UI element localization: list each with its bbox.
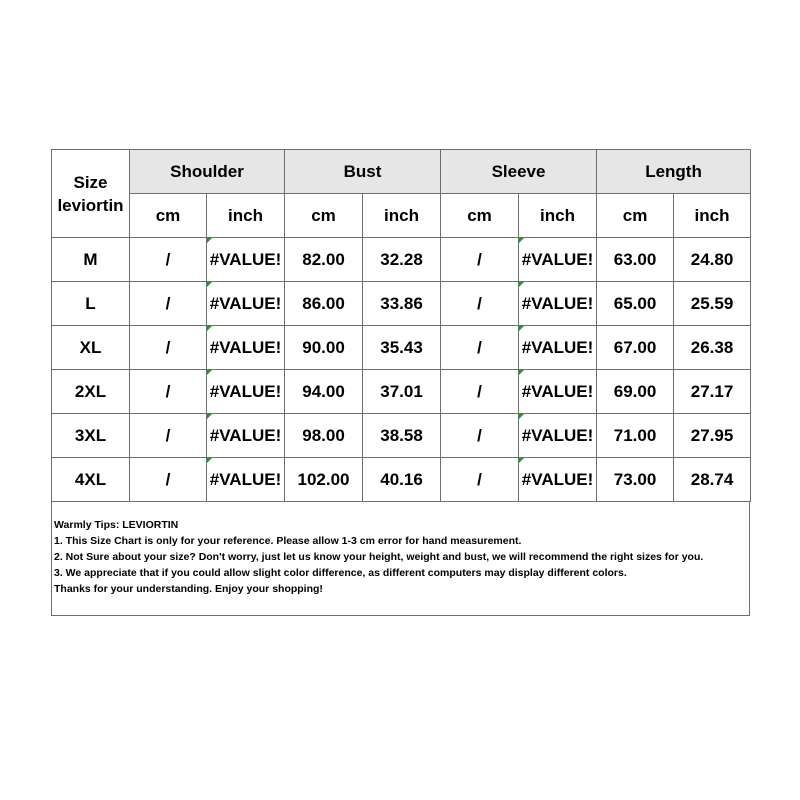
shoulder-cm-cell: /	[130, 326, 207, 370]
length-cm-cell: 63.00	[597, 238, 674, 282]
group-header-bust: Bust	[285, 150, 441, 194]
sleeve-cm-cell: /	[441, 458, 519, 502]
sleeve-inch-cell: #VALUE!	[519, 238, 597, 282]
shoulder-inch-cell: #VALUE!	[207, 238, 285, 282]
length-inch-cell: 26.38	[674, 326, 751, 370]
shoulder-inch-cell: #VALUE!	[207, 326, 285, 370]
bust-inch-cell: 33.86	[363, 282, 441, 326]
length-inch-cell: 24.80	[674, 238, 751, 282]
sleeve-cm-cell: /	[441, 414, 519, 458]
table-row	[52, 458, 751, 502]
unit-header: cm	[597, 194, 674, 238]
shoulder-cm-cell: /	[130, 370, 207, 414]
group-header-length: Length	[597, 150, 751, 194]
bust-inch-cell: 32.28	[363, 238, 441, 282]
size-label: 4XL	[52, 458, 130, 502]
bust-cm-cell: 82.00	[285, 238, 363, 282]
unit-header: cm	[130, 194, 207, 238]
bust-cm-cell: 86.00	[285, 282, 363, 326]
table-row	[52, 414, 751, 458]
length-cm-cell: 65.00	[597, 282, 674, 326]
shoulder-cm-cell: /	[130, 238, 207, 282]
bust-cm-cell: 90.00	[285, 326, 363, 370]
bust-inch-cell: 35.43	[363, 326, 441, 370]
shoulder-inch-cell: #VALUE!	[207, 458, 285, 502]
table-row	[52, 370, 751, 414]
size-header-line1: Size	[73, 172, 108, 192]
unit-header: inch	[519, 194, 597, 238]
shoulder-cm-cell: /	[130, 458, 207, 502]
sleeve-cm-cell: /	[441, 326, 519, 370]
size-chart	[51, 149, 750, 616]
bust-inch-cell: 37.01	[363, 370, 441, 414]
size-label: 2XL	[52, 370, 130, 414]
table-row	[52, 238, 751, 282]
sleeve-cm-cell: /	[441, 370, 519, 414]
length-inch-cell: 25.59	[674, 282, 751, 326]
sleeve-inch-cell: #VALUE!	[519, 282, 597, 326]
length-inch-cell: 28.74	[674, 458, 751, 502]
shoulder-inch-cell: #VALUE!	[207, 370, 285, 414]
unit-header: cm	[285, 194, 363, 238]
unit-header: inch	[363, 194, 441, 238]
size-header-line2: leviortin	[57, 195, 124, 215]
length-inch-cell: 27.17	[674, 370, 751, 414]
table-row	[52, 282, 751, 326]
group-header-sleeve: Sleeve	[441, 150, 597, 194]
shoulder-cm-cell: /	[130, 282, 207, 326]
length-cm-cell: 71.00	[597, 414, 674, 458]
shoulder-cm-cell: /	[130, 414, 207, 458]
length-cm-cell: 73.00	[597, 458, 674, 502]
size-header	[52, 150, 130, 238]
size-label: M	[52, 238, 130, 282]
tip-line: 1. This Size Chart is only for your reference. Please allow 1-3 cm error for hand measurement.	[54, 535, 522, 547]
unit-header: cm	[441, 194, 519, 238]
tips-closing: Thanks for your understanding. Enjoy your shopping!	[54, 583, 323, 595]
shoulder-inch-cell: #VALUE!	[207, 282, 285, 326]
unit-header: inch	[674, 194, 751, 238]
size-table	[51, 149, 751, 502]
shoulder-inch-cell: #VALUE!	[207, 414, 285, 458]
table-row	[52, 326, 751, 370]
bust-inch-cell: 38.58	[363, 414, 441, 458]
length-cm-cell: 67.00	[597, 326, 674, 370]
size-label: L	[52, 282, 130, 326]
sleeve-inch-cell: #VALUE!	[519, 458, 597, 502]
sleeve-inch-cell: #VALUE!	[519, 370, 597, 414]
tip-line: 2. Not Sure about your size? Don't worry, just let us know your height, weight and bust, we will recommend the right sizes for you.	[54, 551, 704, 563]
size-label: 3XL	[52, 414, 130, 458]
sleeve-cm-cell: /	[441, 282, 519, 326]
bust-cm-cell: 98.00	[285, 414, 363, 458]
sleeve-inch-cell: #VALUE!	[519, 414, 597, 458]
length-cm-cell: 69.00	[597, 370, 674, 414]
tip-line: 3. We appreciate that if you could allow slight color difference, as different computers may display different colors.	[54, 567, 627, 579]
tips-box	[51, 502, 750, 616]
bust-cm-cell: 102.00	[285, 458, 363, 502]
unit-header: inch	[207, 194, 285, 238]
size-label: XL	[52, 326, 130, 370]
length-inch-cell: 27.95	[674, 414, 751, 458]
bust-inch-cell: 40.16	[363, 458, 441, 502]
group-header-shoulder: Shoulder	[130, 150, 285, 194]
tips-heading: Warmly Tips: LEVIORTIN	[54, 519, 179, 531]
sleeve-cm-cell: /	[441, 238, 519, 282]
bust-cm-cell: 94.00	[285, 370, 363, 414]
sleeve-inch-cell: #VALUE!	[519, 326, 597, 370]
